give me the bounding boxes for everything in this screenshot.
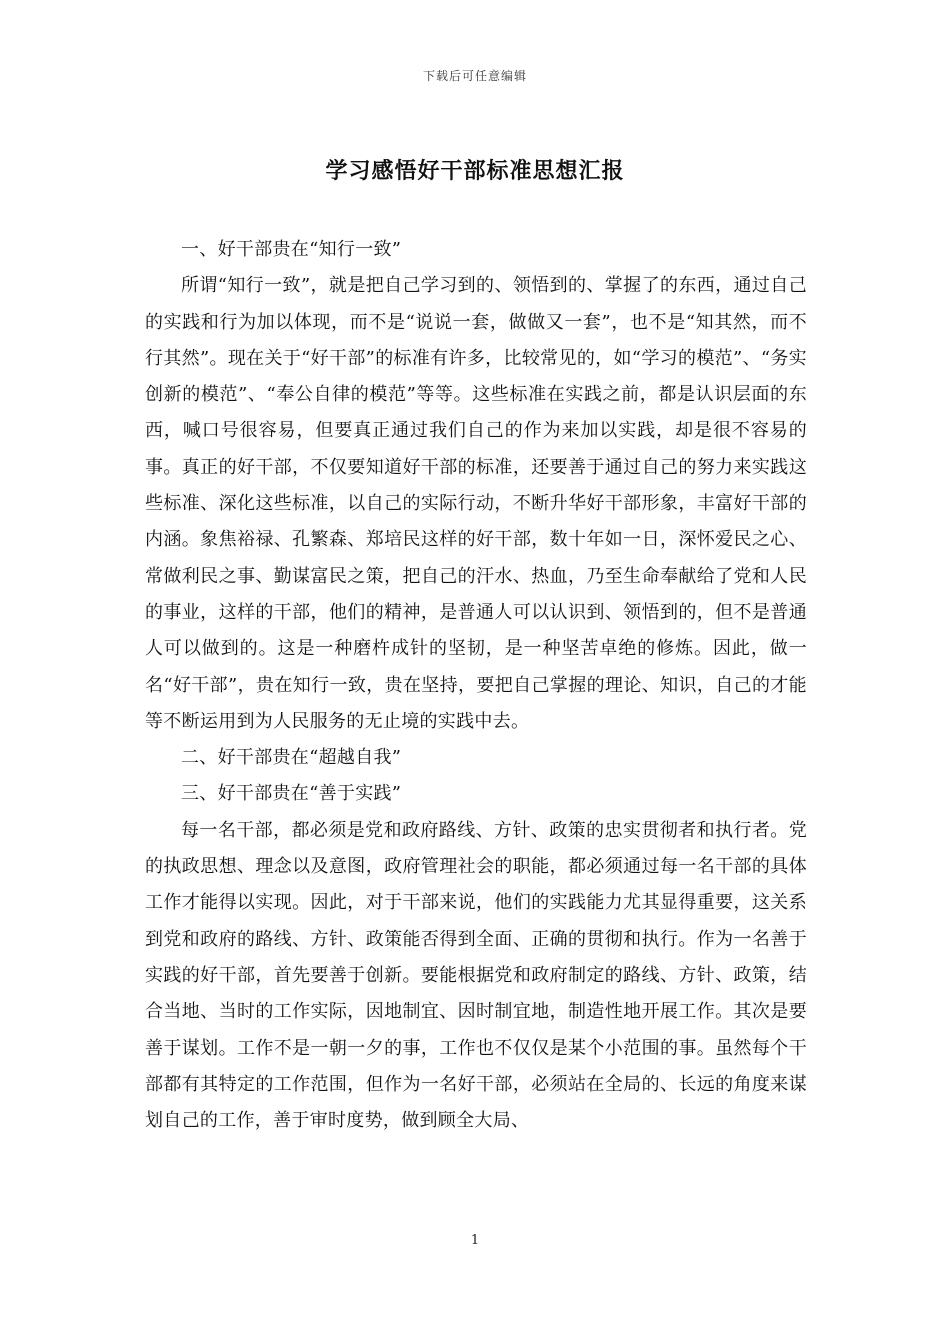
paragraph-2: 每一名干部，都必须是党和政府路线、方针、政策的忠实贯彻者和执行者。党的执政思想、理念以及意图，政府管理社会的职能，都必须通过每一名干部的具体工作才能得以实现。因此，对于干部来说，他们的实践能力尤其显得重要，这关系到党和政府的路线、方针、政策能否得到全面、正确的贯彻和执行。作为一名善于实践的好干部，首先要善于创新。要能根据党和政府制定的路线、方针、政策，结合当地、当时的工作实际，因地制宜、因时制宜地，制造性地开展工作。其次是要善于谋划。工作不是一朝一夕的事，工作也不仅仅是某个小范围的事。虽然每个干部都有其特定的工作范围，但作为一名好干部，必须站在全局的、长远的角度来谋划自己的工作，善于审时度势，做到顾全大局、	[145, 819, 807, 1132]
section-heading-3: 三、好干部贵在“善于实践”	[181, 783, 402, 805]
paragraph-1: 所谓“知行一致”，就是把自己学习到的、领悟到的、掌握了的东西，通过自己的实践和行为加以体现，而不是“说说一套，做做又一套”，也不是“知其然，而不行其然”。现在关于“好干部”的标准有许多，比较常见的，如“学习的模范”、“务实创新的模范”、“奉公自律的模范”等等。这些标准在实践之前，都是认识层面的东西，喊口号很容易，但要真正通过我们自己的作为来加以实践，却是很不容易的事。真正的好干部，不仅要知道好干部的标准，还要善于通过自己的努力来实践这些标准、深化这些标准，以自己的实际行动，不断升华好干部形象，丰富好干部的内涵。象焦裕禄、孔繁森、郑培民这样的好干部，数十年如一日，深怀爱民之心、常做利民之事、勤谋富民之策，把自己的汗水、热血，乃至生命奉献给了党和人民的事业，这样的干部，他们的精神，是普通人可以认识到、领悟到的，但不是普通人可以做到的。这是一种磨杵成针的坚韧，是一种坚苦卓绝的修炼。因此，做一名“好干部”，贵在知行一致，贵在坚持，要把自己掌握的理论、知识，自己的才能等不断运用到为人民服务的无止境的实践中去。	[145, 275, 807, 732]
document-body	[145, 232, 807, 1139]
section-heading-2: 二、好干部贵在“超越自我”	[181, 747, 402, 769]
section-heading-1: 一、好干部贵在“知行一致”	[181, 239, 402, 260]
page-number: 1	[470, 1233, 480, 1248]
header-note: 下载后可任意编辑	[422, 69, 527, 83]
document-title: 学习感悟好干部标准思想汇报	[325, 159, 625, 184]
